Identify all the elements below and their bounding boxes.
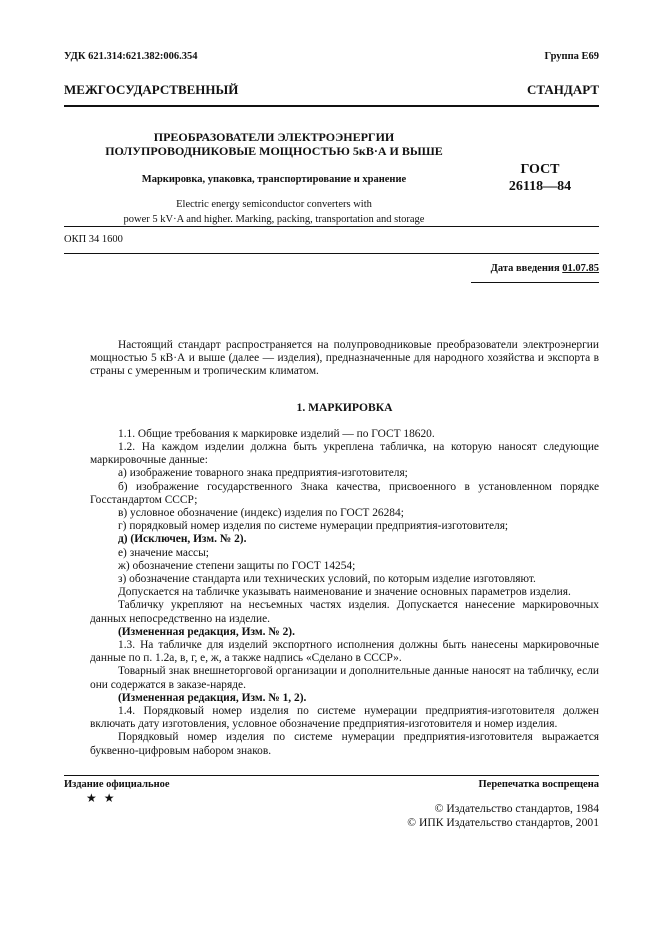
date-label: Дата введения xyxy=(490,263,563,274)
intro-paragraph: Настоящий стандарт распространяется на полупроводниковые преобразователи электроэнергии мощностью 5 кВ·А и выше (далее — изделия), предназначенные для народного хозяйства и экспорта в страны с умеренным и тропическим климатом. xyxy=(90,339,599,378)
list-item: е) значение массы; xyxy=(118,546,209,559)
list-item: з) обозначение стандарта или технических условий, по которым изделие изготовляют. xyxy=(118,573,536,586)
list-item: б) изображение государственного Знака качества, присвоенного в установленном порядке Госстандартом СССР; xyxy=(90,480,599,506)
english-title-line-2: power 5 kV·A and higher. Marking, packing, transportation and storage xyxy=(123,214,425,225)
reprint-prohibited: Перепечатка воспрещена xyxy=(478,779,599,790)
paragraph: 1.2. На каждом изделии должна быть укреплена табличка, на которую наносят следующие маркировочные данные: xyxy=(90,441,599,467)
list-item: г) порядковый номер изделия по системе нумерации предприятия-изготовителя; xyxy=(118,520,509,533)
title-block xyxy=(64,130,484,227)
paragraph: 1.1. Общие требования к маркировке изделий — по ГОСТ 18620. xyxy=(118,427,435,440)
title-line-1: ПРЕОБРАЗОВАТЕЛИ ЭЛЕКТРОЭНЕРГИИ xyxy=(153,130,395,144)
paragraph: Допускается на табличке указывать наименование и значение основных параметров изделия. xyxy=(118,586,571,599)
date-underline xyxy=(471,282,599,283)
list-item: а) изображение товарного знака предприятия-изготовителя; xyxy=(118,467,408,480)
date-value: 01.07.85 xyxy=(562,263,599,274)
interstate-standard-heading: МЕЖГОСУДАРСТВЕННЫЙ СТАНДАРТ xyxy=(64,82,599,97)
paragraph: Товарный знак внешнеторговой организации и дополнительные данные наносят на табличку, если они содержатся в заказе-наряде. xyxy=(90,665,599,691)
okp-code: ОКП 34 1600 xyxy=(64,234,123,245)
copyright-block xyxy=(407,802,599,830)
document-body xyxy=(90,339,599,758)
paragraph: 1.3. На табличке для изделий экспортного исполнения должны быть нанесены маркировочные данные по п. 1.2а, в, г, е, ж, а также надпись «Сделано в СССР». xyxy=(90,639,599,665)
revision-note: (Измененная редакция, Изм. № 2). xyxy=(118,625,295,638)
subtitle: Маркировка, упаковка, транспортирование и хранение xyxy=(141,174,407,185)
copyright-line-2: © ИПК Издательство стандартов, 2001 xyxy=(407,816,599,829)
group-code: Группа Е69 xyxy=(544,51,599,62)
copyright-line-1: © Издательство стандартов, 1984 xyxy=(434,802,599,815)
divider xyxy=(64,253,599,254)
official-edition: Издание официальное xyxy=(64,779,170,790)
list-item: ж) обозначение степени защиты по ГОСТ 14254; xyxy=(118,559,356,572)
revision-note: (Измененная редакция, Изм. № 1, 2). xyxy=(118,691,307,704)
header-divider xyxy=(64,105,599,107)
english-title-line-1: Electric energy semiconductor converters with xyxy=(176,199,372,210)
list-item: д) (Исключен, Изм. № 2). xyxy=(118,533,247,546)
list-item: в) условное обозначение (индекс) изделия по ГОСТ 26284; xyxy=(118,507,404,520)
gost-designation xyxy=(480,161,600,195)
footer-divider xyxy=(64,775,599,776)
star-marks: ★ ★ xyxy=(86,791,117,805)
udk-code: УДК 621.314:621.382:006.354 xyxy=(64,51,198,62)
divider xyxy=(64,226,599,227)
gost-number: 26118—84 xyxy=(508,179,572,194)
introduction-date xyxy=(491,263,599,274)
paragraph: Порядковый номер изделия по системе нумерации предприятия-изготовителя выражается буквенно-цифровым набором знаков. xyxy=(90,731,599,757)
section-heading: 1. МАРКИРОВКА xyxy=(296,400,393,414)
title-line-2: ПОЛУПРОВОДНИКОВЫЕ МОЩНОСТЬЮ 5кВ·А И ВЫШЕ xyxy=(105,144,443,158)
paragraph: Табличку укрепляют на несъемных частях изделия. Допускается нанесение маркировочных данных непосредственно на изделие. xyxy=(90,599,599,625)
gost-label: ГОСТ xyxy=(520,162,560,177)
paragraph: 1.4. Порядковый номер изделия по системе нумерации предприятия-изготовителя должен включать дату изготовления, условное обозначение предприятия-изготовителя и номер изделия. xyxy=(90,705,599,731)
